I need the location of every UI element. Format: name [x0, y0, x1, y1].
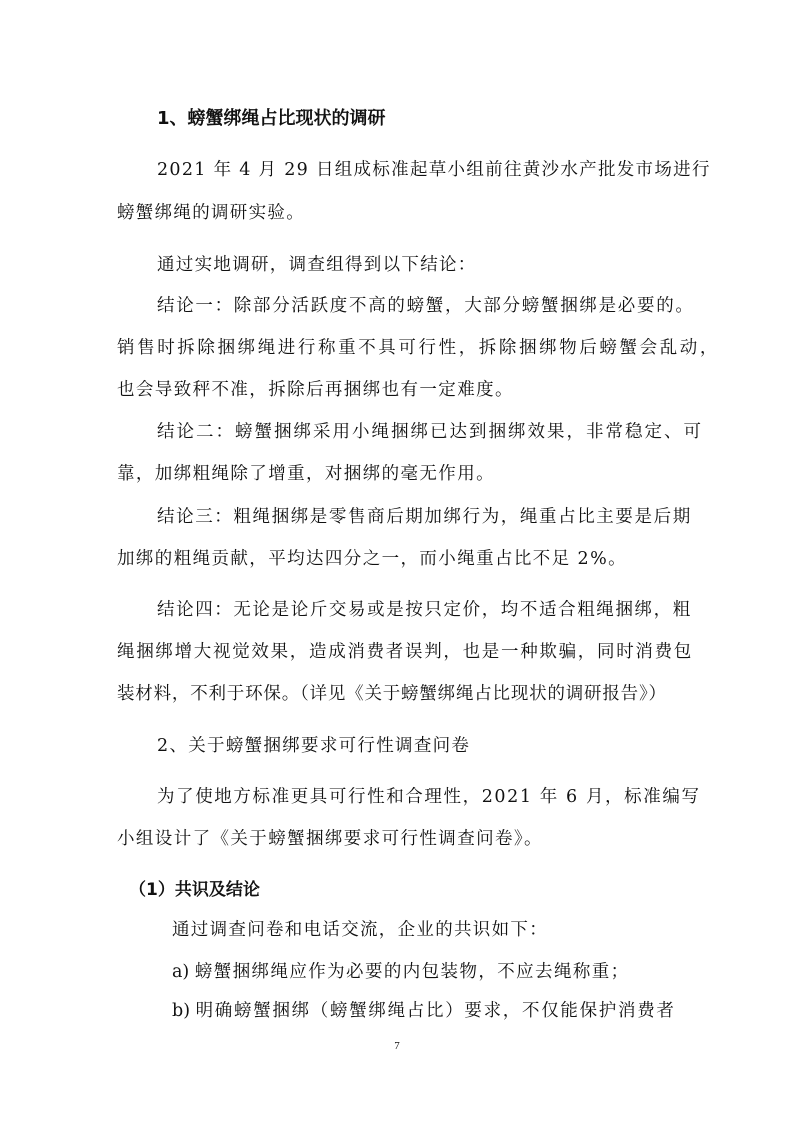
section2-heading: 2、关于螃蟹捆绑要求可行性调查问卷 [157, 736, 471, 756]
section1-intro-line2: 螃蟹绑绳的调研实验。 [117, 203, 305, 223]
page-number: 7 [394, 1040, 400, 1052]
section2-body-line2: 小组设计了《关于螃蟹捆绑要求可行性调查问卷》。 [117, 829, 543, 849]
list-marker: b) [172, 1001, 191, 1021]
section1-heading: 1、螃蟹绑绳占比现状的调研 [157, 108, 386, 129]
list-marker: a) [172, 962, 190, 982]
list-text: 明确螃蟹捆绑（螃蟹绑绳占比）要求，不仅能保护消费者 [195, 1001, 676, 1021]
section2-subheading: （1）共识及结论 [129, 880, 260, 900]
conclusion4-line1: 结论四：无论是论斤交易或是按只定价，均不适合粗绳捆绑，粗 [157, 600, 692, 620]
list-item-b [172, 1000, 676, 1022]
conclusion1-line2: 销售时拆除捆绑绳进行称重不具可行性，拆除捆绑物后螃蟹会乱动， [117, 338, 720, 358]
section2-body-line1: 为了使地方标准更具可行性和合理性，2021 年 6 月，标准编写 [157, 787, 701, 807]
conclusion4-line3: 装材料，不利于环保。（详见《关于螃蟹绑绳占比现状的调研报告》） [117, 684, 667, 704]
conclusion1-line1: 结论一：除部分活跃度不高的螃蟹，大部分螃蟹捆绑是必要的。 [157, 296, 695, 316]
conclusion1-line3: 也会导致秤不准，拆除后再捆绑也有一定难度。 [117, 380, 514, 400]
conclusion3-line2: 加绑的粗绳贡献，平均达四分之一，而小绳重占比不足 2%。 [117, 549, 628, 569]
conclusion2-line1: 结论二：螃蟹捆绑采用小绳捆绑已达到捆绑效果，非常稳定、可 [157, 422, 703, 442]
list-item-a [172, 961, 630, 983]
conclusion2-line2: 靠，加绑粗绳除了增重，对捆绑的毫无作用。 [117, 464, 495, 484]
section2-lead: 通过调查问卷和电话交流，企业的共识如下： [172, 920, 548, 940]
section1-intro-line1: 2021 年 4 月 29 日组成标准起草小组前往黄沙水产批发市场进行 [157, 160, 711, 180]
list-text: 螃蟹捆绑绳应作为必要的内包装物，不应去绳称重； [194, 962, 630, 982]
section1-lead: 通过实地调研，调查组得到以下结论： [157, 255, 477, 275]
conclusion3-line1: 结论三：粗绳捆绑是零售商后期加绑行为，绳重占比主要是后期 [157, 507, 692, 527]
conclusion4-line2: 绳捆绑增大视觉效果，造成消费者误判，也是一种欺骗，同时消费包 [117, 642, 693, 662]
